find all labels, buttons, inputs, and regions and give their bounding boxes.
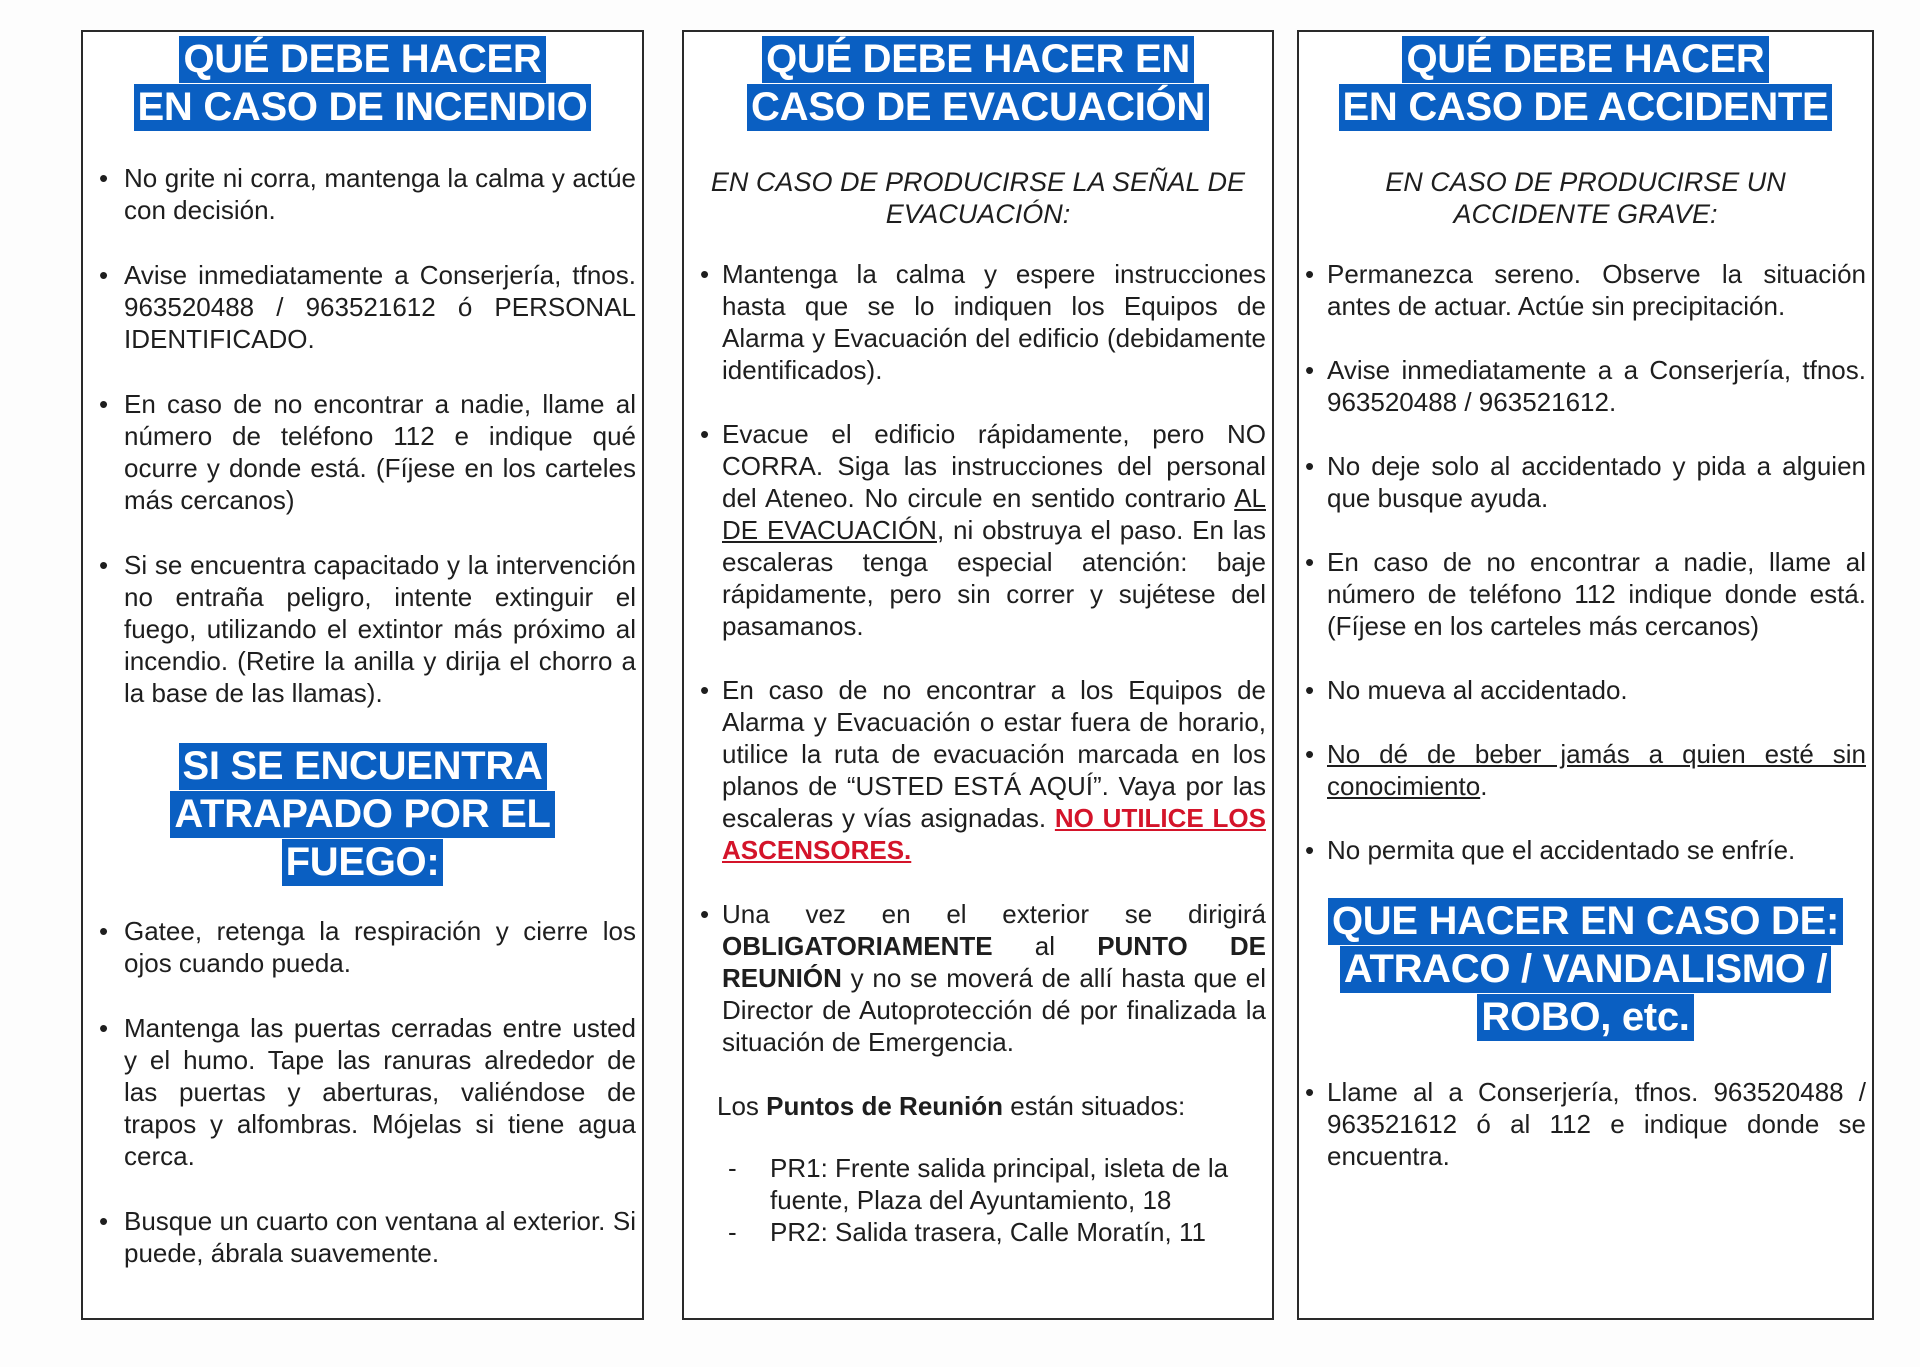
title-line: QUÉ DEBE HACER <box>1402 36 1768 83</box>
list-item: • Busque un cuarto con ventana al exterior. Si puede, ábrala suavemente. <box>99 1206 636 1268</box>
list-item: • Mantenga la calma y espere instrucciones hasta que se lo indiquen los Equipos de Alarma y Evacuación del edificio (debidamente identificados). <box>700 259 1266 385</box>
bullet-icon: • <box>99 1013 109 1043</box>
title-line: ATRACO / VANDALISMO / <box>1340 946 1831 993</box>
bullet-icon: • <box>99 1206 109 1236</box>
bullet-icon: • <box>700 899 710 929</box>
bullet-icon: • <box>1305 739 1315 769</box>
list-item: • Mantenga las puertas cerradas entre usted y el humo. Tape las ranuras alrededor de las puertas y aberturas, valiéndose de trapos y alfombras. Mójelas si tiene agua cerca. <box>99 1013 636 1171</box>
dash-icon: - <box>728 1153 737 1183</box>
evacuation-list <box>684 258 1272 1058</box>
title-line: CASO DE EVACUACIÓN <box>747 84 1209 131</box>
underlined-text: AL DE EVACUACIÓN <box>722 483 1266 545</box>
evacuation-panel <box>682 30 1274 1320</box>
title-line: ROBO, etc. <box>1477 994 1693 1041</box>
list-item: • Avise inmediatamente a a Conserjería, tfnos. 963520488 / 963521612. <box>1305 355 1866 417</box>
list-item: • No grite ni corra, mantenga la calma y actúe con decisión. <box>99 163 636 225</box>
bullet-icon: • <box>1305 451 1315 481</box>
bullet-icon: • <box>1305 355 1315 385</box>
bullet-icon: • <box>99 389 109 419</box>
elevator-warning: NO UTILICE LOS ASCENSORES. <box>722 803 1266 865</box>
fire-list <box>83 162 642 709</box>
bullet-icon: • <box>700 675 710 705</box>
title-line: ATRAPADO POR EL <box>170 791 554 838</box>
bullet-icon: • <box>1305 547 1315 577</box>
fire-title <box>83 36 642 132</box>
title-line: QUÉ DEBE HACER <box>179 36 545 83</box>
list-item: • Una vez en el exterior se dirigirá OBLIGATORIAMENTE al PUNTO DE REUNIÓN y no se moverá de allí hasta que el Director de Autoprotección dé por finalizada la situación de Emergencia. <box>700 899 1266 1057</box>
list-item: • En caso de no encontrar a los Equipos de Alarma y Evacuación o estar fuera de horario, utilice la ruta de evacuación marcada en los planos de “USTED ESTÁ AQUÍ”. Vaya por las escaleras y vías asignadas. NO UTILICE LOS ASCENSORES. <box>700 675 1266 865</box>
accident-panel <box>1297 30 1874 1320</box>
list-item: • Gatee, retenga la respiración y cierre los ojos cuando pueda. <box>99 916 636 978</box>
bullet-icon: • <box>1305 1077 1315 1107</box>
trapped-title <box>83 743 642 887</box>
title-line: EN CASO DE ACCIDENTE <box>1339 84 1833 131</box>
evacuation-subtitle: EN CASO DE PRODUCIRSE LA SEÑAL DE EVACUACIÓN: <box>710 167 1246 229</box>
title-line: FUEGO: <box>282 839 444 886</box>
list-item: • En caso de no encontrar a nadie, llame al número de teléfono 112 e indique qué ocurre y donde está. (Fíjese en los carteles más cercanos) <box>99 389 636 515</box>
title-line: QUE HACER EN CASO DE: <box>1328 898 1843 945</box>
dash-icon: - <box>728 1217 737 1247</box>
list-item: • No permita que el accidentado se enfríe. <box>1305 835 1796 865</box>
list-item: • No dé de beber jamás a quien esté sin conocimiento. <box>1305 739 1866 801</box>
list-item: • Si se encuentra capacitado y la intervención no entraña peligro, intente extinguir el fuego, utilizando el extintor más próximo al incendio. (Retire la anilla y dirija el chorro a la base de las llamas). <box>99 550 636 708</box>
list-item: • En caso de no encontrar a nadie, llame al número de teléfono 112 indique donde está. (Fíjese en los carteles más cercanos) <box>1305 547 1866 641</box>
list-item: • Avise inmediatamente a Conserjería, tfnos. 963520488 / 963521612 ó PERSONAL IDENTIFICADO. <box>99 260 636 354</box>
bullet-icon: • <box>99 260 109 290</box>
list-item: - PR2: Salida trasera, Calle Moratín, 11 <box>728 1217 1206 1247</box>
title-line: SI SE ENCUENTRA <box>179 743 547 790</box>
bullet-icon: • <box>1305 675 1315 705</box>
title-line: EN CASO DE INCENDIO <box>134 84 592 131</box>
bullet-icon: • <box>1305 259 1315 289</box>
meeting-points-intro: Los Puntos de Reunión están situados: <box>717 1091 1186 1121</box>
bullet-icon: • <box>99 916 109 946</box>
list-item: • No mueva al accidentado. <box>1305 675 1628 705</box>
list-item: • Llame al a Conserjería, tfnos. 963520488 / 963521612 ó al 112 e indique donde se encuentra. <box>1305 1077 1866 1171</box>
robbery-title <box>1299 898 1872 1042</box>
underlined-text: No dé de beber jamás a quien esté sin conocimiento <box>1327 739 1866 801</box>
fire-panel <box>81 30 644 1320</box>
trapped-list <box>83 915 642 1269</box>
list-item: • Evacue el edificio rápidamente, pero NO CORRA. Siga las instrucciones del personal del Ateneo. No circule en sentido contrario AL DE EVACUACIÓN, ni obstruya el paso. En las escaleras tenga especial atención: baje rápidamente, pero sin correr y sujétese del pasamanos. <box>700 419 1266 641</box>
bullet-icon: • <box>700 419 710 449</box>
list-item: • No deje solo al accidentado y pida a alguien que busque ayuda. <box>1305 451 1866 513</box>
robbery-list <box>1299 1076 1872 1172</box>
meeting-points-list <box>684 1152 1272 1248</box>
accident-list <box>1299 258 1872 866</box>
bullet-icon: • <box>1305 835 1315 865</box>
bullet-icon: • <box>99 550 109 580</box>
bullet-icon: • <box>99 163 109 193</box>
accident-subtitle: EN CASO DE PRODUCIRSE UN ACCIDENTE GRAVE: <box>1385 167 1786 229</box>
evacuation-title <box>684 36 1272 132</box>
title-line: QUÉ DEBE HACER EN <box>762 36 1194 83</box>
bullet-icon: • <box>700 259 710 289</box>
list-item: • Permanezca sereno. Observe la situación antes de actuar. Actúe sin precipitación. <box>1305 259 1866 321</box>
accident-title <box>1299 36 1872 132</box>
list-item: - PR1: Frente salida principal, isleta de la fuente, Plaza del Ayuntamiento, 18 <box>728 1153 1229 1215</box>
